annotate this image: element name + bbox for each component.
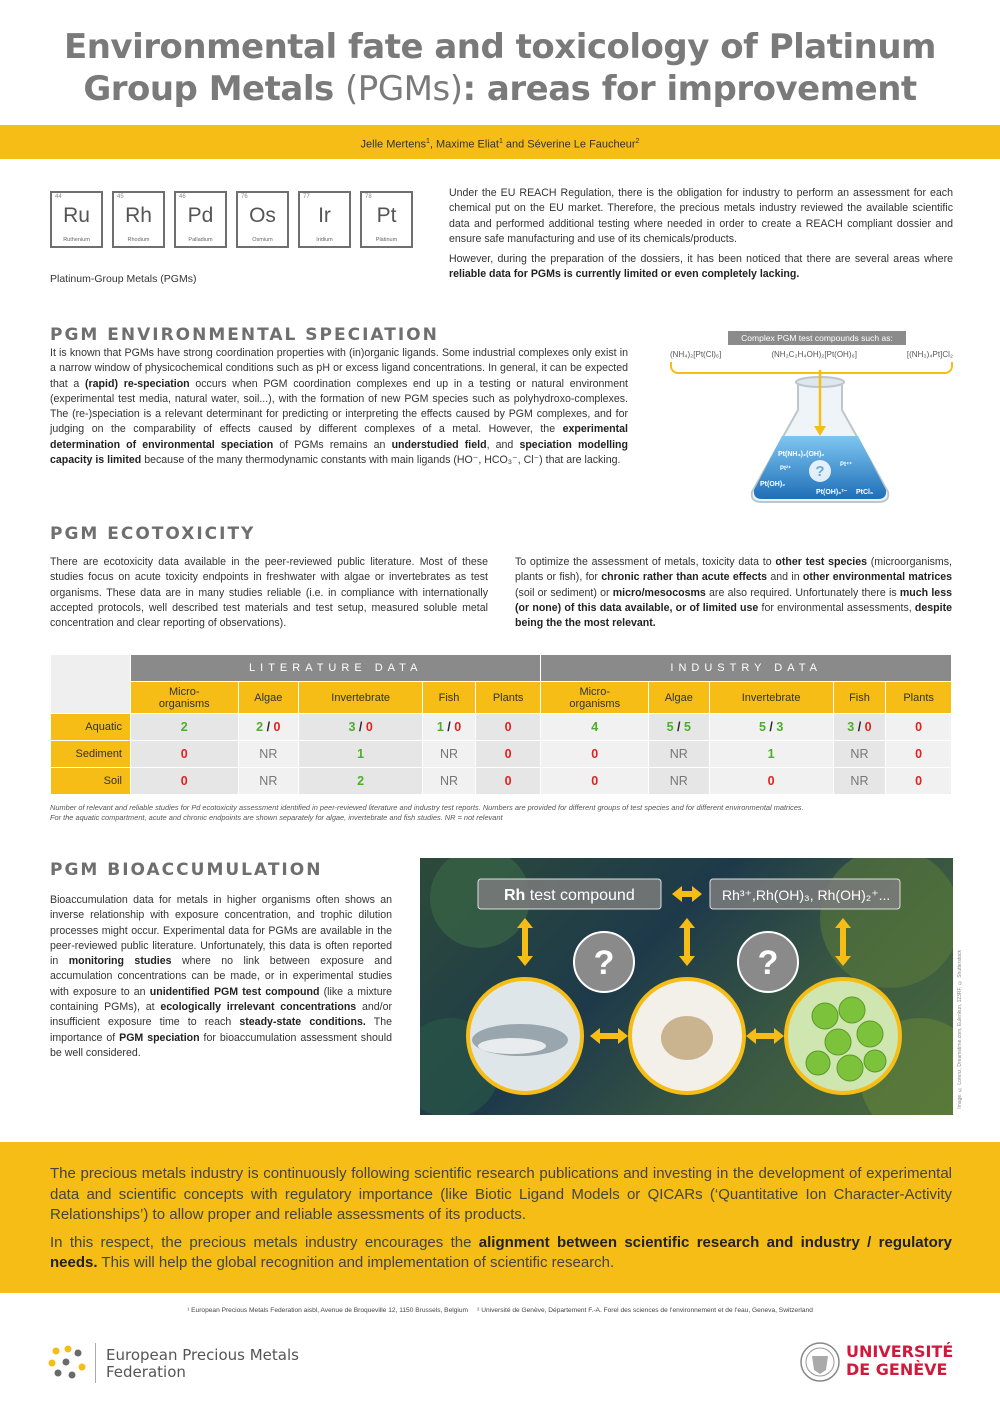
algae-cell <box>864 1050 886 1072</box>
cell-value: 3 <box>348 720 356 734</box>
flask-formulas <box>670 350 953 359</box>
cell-value: / <box>355 720 366 734</box>
cell-value: 0 <box>504 774 512 788</box>
table-cell <box>238 768 299 795</box>
table-cell <box>475 741 541 768</box>
element-tile: 78 Pt Platinum <box>360 191 413 248</box>
element-tile: 76 Os Osmium <box>236 191 289 248</box>
ecotox-heading: PGM ECOTOXICITY <box>50 524 256 544</box>
affiliation-2: ² Université de Genève, Département F.-A. Forel des sciences de l’environnement et de l’eau, Geneva, Switzerland <box>477 1307 813 1314</box>
cell-value: 1 <box>767 747 775 761</box>
flask-label: Complex PGM test compounds such as: <box>728 331 906 345</box>
affiliation-1: ¹ European Precious Metals Federation aisbl, Avenue de Broqueville 12, 1150 Brussels, Belgium <box>187 1307 468 1314</box>
epmf-divider <box>95 1343 96 1383</box>
epmf-dot <box>55 1370 62 1377</box>
question-mark-right: ? <box>757 944 779 982</box>
arrow-vertical-left <box>517 918 533 966</box>
cell-value: 0 <box>273 720 281 734</box>
table-cell <box>238 714 299 741</box>
cell-value: / <box>443 720 455 734</box>
cell-value: 0 <box>864 720 872 734</box>
epmf-dots-gold <box>49 1346 86 1371</box>
species-label: PtCl₆ <box>856 489 874 496</box>
cell-value: 0 <box>767 774 775 788</box>
cell-value: 0 <box>915 720 923 734</box>
ecotox-data-table <box>50 654 952 795</box>
species-label: Pt²⁺ <box>780 466 792 472</box>
species-label: Pt(OH)₂ <box>760 481 786 488</box>
table-cell <box>886 714 952 741</box>
cell-value: 0 <box>365 720 373 734</box>
cell-value: 0 <box>504 720 512 734</box>
table-cell <box>833 741 886 768</box>
element-tile: 46 Pd Palladium <box>174 191 227 248</box>
cell-value: 0 <box>454 720 462 734</box>
table-cell <box>649 714 710 741</box>
table-row <box>51 768 952 795</box>
rh-species-label: Rh³⁺,Rh(OH)₃, Rh(OH)₂⁺... <box>722 887 891 903</box>
table-cell <box>423 768 476 795</box>
species-header: Invertebrate <box>299 682 423 714</box>
table-cell <box>299 741 423 768</box>
row-label: Sediment <box>51 741 131 768</box>
table-cell <box>541 714 649 741</box>
cell-value: NR <box>259 747 278 761</box>
table-cell <box>131 741 239 768</box>
table-cell <box>423 741 476 768</box>
formula-1: (NH₄)₂[Pt(Cl)₆] <box>670 350 722 359</box>
table-cell <box>423 714 476 741</box>
species-label: Pt(NH₃)₂(OH)₂ <box>778 451 825 458</box>
cell-value: 5 <box>666 720 674 734</box>
arrow-horizontal-daphnia-algae <box>746 1028 784 1044</box>
algae-cell <box>837 1055 863 1081</box>
table-cell <box>238 741 299 768</box>
conclusion-text <box>50 1164 952 1274</box>
intro-text <box>449 186 953 283</box>
arrow-horizontal-fish-daphnia <box>590 1028 628 1044</box>
species-label: Pt(OH)₆²⁻ <box>816 489 848 496</box>
table-cell <box>649 768 710 795</box>
table-cell <box>709 714 833 741</box>
cell-value: 2 <box>180 720 188 734</box>
table-cell <box>886 768 952 795</box>
unige-logo-text: UNIVERSITÉ DE GENÈVE <box>846 1342 954 1379</box>
table-cell <box>649 741 710 768</box>
table-footnote: Number of relevant and reliable studies for Pd ecotoxicity assessment identified in peer-reviewed literature and industry test reports. Numbers are provided for different groups of test species and for different environmental matrices. For the aquatic compartment, acute and chronic endpoints are shown separately for algae, invertebrate and fish studies. NR = not relevant <box>50 803 804 822</box>
species-header: Algae <box>649 682 710 714</box>
author-eliat: , Maxime Eliat <box>429 138 499 151</box>
epmf-dot <box>65 1346 72 1353</box>
intro-paragraph-1: Under the EU REACH Regulation, there is the obligation for industry to perform an assessment for each chemical put on the EU market. Therefore, the precious metals industry reviewed the available scientific data and performed additional testing where needed in order to create a REACH compliant dossier and ensure safe manufacturing and use of its chemicals/products. <box>449 187 953 245</box>
cell-value: NR <box>669 774 688 788</box>
title-line-2: Group Metals (PGMs): areas for improvement <box>83 69 917 109</box>
element-tile: 45 Rh Rhodium <box>112 191 165 248</box>
table-cell <box>475 714 541 741</box>
table-cell <box>299 768 423 795</box>
table-cell <box>131 768 239 795</box>
epmf-logo-text: European Precious Metals Federation <box>106 1346 299 1381</box>
table-cell <box>541 768 649 795</box>
title-line-1: Environmental fate and toxicology of Platinum <box>64 27 936 67</box>
table-corner <box>51 655 131 714</box>
cell-value: NR <box>850 774 869 788</box>
species-header: Algae <box>238 682 299 714</box>
table-cell <box>886 741 952 768</box>
cell-value: 4 <box>591 720 599 734</box>
cell-value: 3 <box>847 720 855 734</box>
cell-value: 0 <box>504 747 512 761</box>
species-header: Micro- organisms <box>541 682 649 714</box>
species-header: Plants <box>475 682 541 714</box>
image-credit: Image: © Lorenz, Dreamstime.com, Eulenkun, 123RF, © Shutterstock <box>957 950 963 1109</box>
bio-heading: PGM BIOACCUMULATION <box>50 860 323 880</box>
table-row <box>51 714 952 741</box>
question-mark-left: ? <box>593 944 615 982</box>
bio-text: Bioaccumulation data for metals in higher organisms often shows an inverse relationship with exposure concentration, and trophic dilution processes might occur. Experimental data for PGMs are available in the peer-reviewed public literature. Unfortunately, this data is often reported in monitoring studies where no link between exposure and accumulation concentrations can be made, or in experimental studies with exposure to an unidentified PGM test compound (like a mixture containing PGMs), at ecologically irrelevant concentrations and/or insufficient exposure time to reach steady-state conditions. The importance of PGM speciation for bioaccumulation assessment should be well considered. <box>50 894 392 1059</box>
cell-value: 0 <box>591 774 599 788</box>
cell-value: NR <box>259 774 278 788</box>
literature-data-header: LITERATURE DATA <box>131 655 541 682</box>
bioaccumulation-figure <box>420 858 953 1115</box>
affiliations <box>0 1307 1000 1314</box>
epmf-logo-icon <box>48 1345 88 1379</box>
algae-cell <box>839 997 865 1023</box>
species-header: Invertebrate <box>709 682 833 714</box>
cell-value: / <box>854 720 865 734</box>
cell-value: / <box>673 720 684 734</box>
rh-compound-label: Rh test compound <box>504 887 635 904</box>
unige-seal-icon <box>800 1340 840 1384</box>
epmf-dots-grey <box>55 1350 82 1379</box>
epmf-dot <box>63 1359 70 1366</box>
species-header: Fish <box>423 682 476 714</box>
fish-belly <box>478 1038 546 1054</box>
species-header-row <box>51 682 952 714</box>
table-cell <box>833 768 886 795</box>
cell-value: 2 <box>357 774 365 788</box>
algae-cell <box>812 1003 838 1029</box>
element-tile: 77 Ir Iridium <box>298 191 351 248</box>
formula-3: [(NH₃)₄Pt]Cl₂ <box>906 350 953 359</box>
formula-2: (NH₂C₂H₄OH)₂[Pt(OH)₆] <box>771 350 857 359</box>
species-label: Pt⁴⁺ <box>840 462 853 468</box>
epmf-dot <box>53 1348 60 1355</box>
algae-cell <box>806 1051 830 1075</box>
bio-diagram <box>420 858 953 1115</box>
cell-value: 3 <box>776 720 784 734</box>
algae-cell <box>825 1029 851 1055</box>
cell-value: / <box>765 720 777 734</box>
cell-value: 1 <box>436 720 444 734</box>
cell-value: NR <box>850 747 869 761</box>
table-cell <box>131 714 239 741</box>
pgm-caption: Platinum-Group Metals (PGMs) <box>50 273 197 285</box>
poster-title <box>0 26 1000 110</box>
ecotox-text-right: To optimize the assessment of metals, toxicity data to other test species (microorganisms, plants or fish), for chronic rather than acute effects and in other environmental matrices (soil or sediment) or micro/mesocosms are also required. Unfortunately there is much less (or none) of this data available, or of limited use for environmental assessments, despite being the the most relevant. <box>515 556 953 630</box>
epmf-dot <box>49 1360 56 1367</box>
seal-emblem <box>812 1356 828 1374</box>
table-cell <box>541 741 649 768</box>
daphnia-body <box>661 1016 713 1060</box>
table-cell <box>709 741 833 768</box>
species-header: Fish <box>833 682 886 714</box>
cell-value: 2 <box>256 720 264 734</box>
cell-value: 1 <box>357 747 365 761</box>
speciation-text: It is known that PGMs have strong coordination properties with (in)organic ligands. Some industrial complexes only exist in a narrow window of physicochemical conditions such as pH or excess ligand concentrations. In general, it can be expected that a (rapid) re-speciation occurs when PGM coordination complexes end up in a testing or natural environment (experimental test media, natural water, soil...), with the formation of new PGM species such as polyhydroxo-complexes. The (re-)speciation is a relevant determinant for predicting or interpreting the effects caused by PGM complexes, and for judging on the comparability of effects caused by different complexes of a metal. However, the experimental determination of environmental speciation of PGMs remains an understudied field, and speciation modelling capacity is limited because of the many thermodynamic constants with main ligands (HO⁻, HCO₃⁻, Cl⁻) that are lacking. <box>50 347 628 467</box>
cell-value: 5 <box>758 720 766 734</box>
authors-bar: Jelle Mertens$^1$, Maxime Eliat$^1$ and Séverine Le Faucheur$^2$ <box>0 125 1000 159</box>
cell-value: / <box>263 720 274 734</box>
row-label: Aquatic <box>51 714 131 741</box>
intro-paragraph-2: However, during the preparation of the dossiers, it has been noticed that there are several areas where reliable data for PGMs is currently limited or even completely lacking. <box>449 253 953 281</box>
epmf-dot <box>69 1372 76 1379</box>
cell-value: NR <box>439 747 459 761</box>
ecotox-text-left: There are ecotoxicity data available in the peer-reviewed public literature. Most of these studies focus on acute toxicity endpoints in freshwater with algae or invertebrates as test organisms. These data are in many studies reliable (i.e. in compliance with internationally accepted protocols, well described test materials and test setup, measured soluble metal concentration and clear reporting of observations). <box>50 556 488 630</box>
industry-data-header: INDUSTRY DATA <box>541 655 952 682</box>
cell-value: 0 <box>915 774 923 788</box>
row-label: Soil <box>51 768 131 795</box>
table-row <box>51 741 952 768</box>
cell-value: 5 <box>683 720 691 734</box>
table-cell <box>709 768 833 795</box>
cell-value: 0 <box>915 747 923 761</box>
conclusion-paragraph-2: In this respect, the precious metals industry encourages the alignment between scientific research and industry / regulatory needs. This will help the global recognition and implementation of scientific research. <box>50 1233 952 1271</box>
table-cell <box>299 714 423 741</box>
epmf-dot <box>79 1364 86 1371</box>
epmf-dot <box>75 1350 82 1357</box>
species-header: Plants <box>886 682 952 714</box>
element-tile: 44 Ru Ruthenium <box>50 191 103 248</box>
table-cell <box>833 714 886 741</box>
author-mertens: Jelle Mertens <box>360 138 426 151</box>
flask-question-mark: ? <box>815 463 825 480</box>
flask-illustration <box>740 370 900 510</box>
cell-value: NR <box>439 774 459 788</box>
cell-value: 0 <box>180 747 188 761</box>
cell-value: NR <box>669 747 688 761</box>
arrow-vertical-middle <box>679 918 695 966</box>
cell-value: 0 <box>180 774 188 788</box>
speciation-heading: PGM ENVIRONMENTAL SPECIATION <box>50 325 439 345</box>
cell-value: 0 <box>591 747 599 761</box>
author-lefaucheur: and Séverine Le Faucheur <box>502 138 636 151</box>
arrow-horizontal-top <box>672 886 702 902</box>
algae-cell <box>857 1021 883 1047</box>
conclusion-paragraph-1: The precious metals industry is continuously following scientific research publications and investing in the development of experimental data and scientific concepts with regulatory importance (like Biotic Ligand Models or QICARs (‘Quantitative Ion Character-Activity Relationships’) to allow proper and reliable assessments of its products. <box>50 1165 952 1223</box>
pgm-element-tiles <box>50 191 415 248</box>
species-header: Micro- organisms <box>131 682 239 714</box>
table-cell <box>475 768 541 795</box>
